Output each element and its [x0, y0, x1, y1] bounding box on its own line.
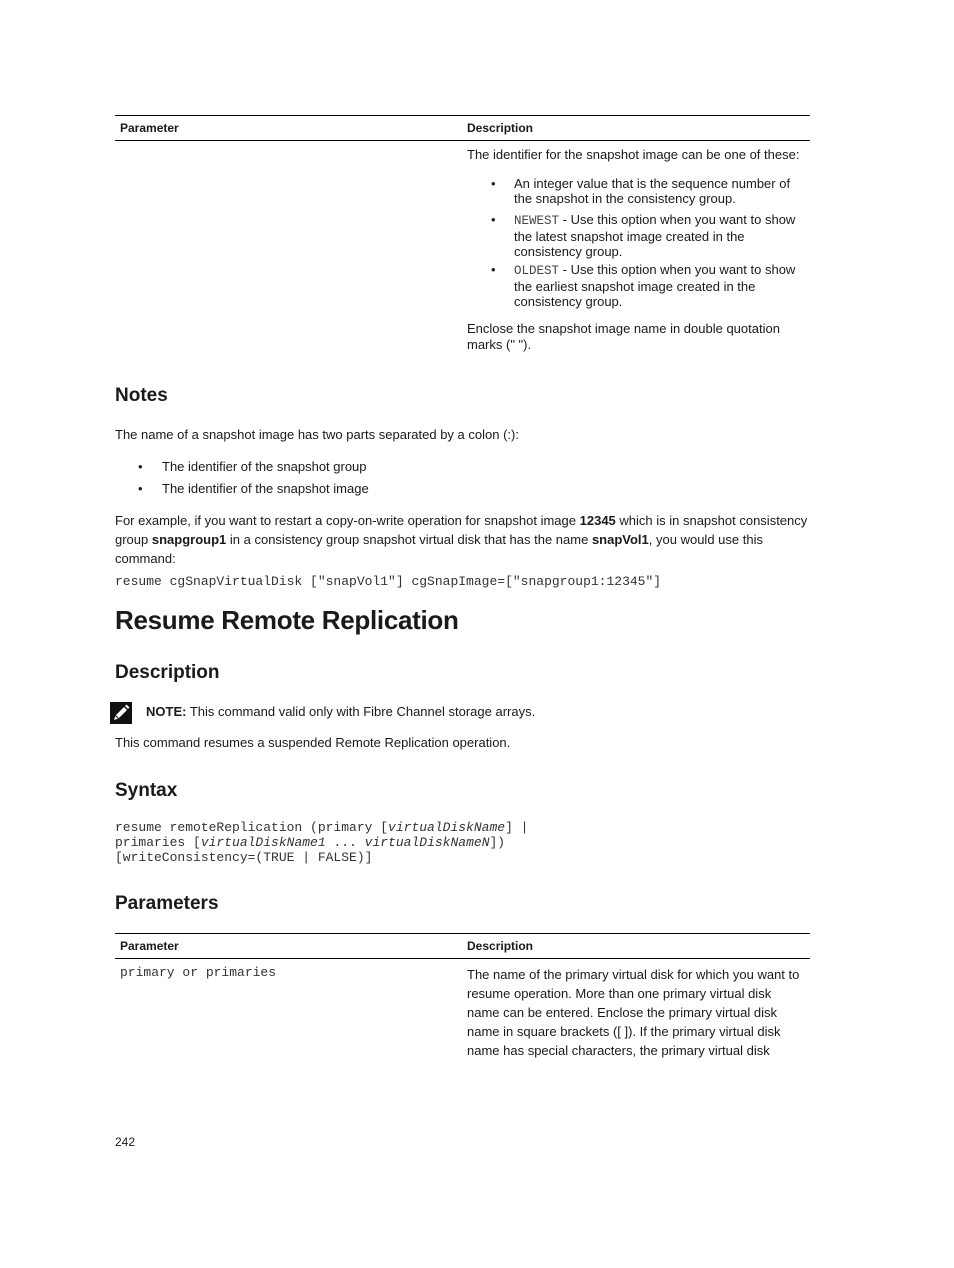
- syntax-block: [115, 820, 528, 865]
- table1-header-description: Description: [467, 121, 534, 135]
- note-pencil-icon: [110, 702, 132, 724]
- description-heading: Description: [115, 662, 220, 683]
- snapshot-id: 12345: [579, 513, 616, 528]
- example-text: , you would use this command:: [115, 532, 763, 566]
- syntax-variable: virtualDiskNameN: [364, 835, 490, 850]
- example-text: which is in snapshot consistency group: [115, 513, 808, 547]
- disk-name: snapVol1: [591, 532, 649, 547]
- table1-enclose-note: Enclose the snapshot image name in double quotation marks (" ").: [467, 321, 780, 352]
- group-name: snapgroup1: [151, 532, 227, 547]
- syntax-text: ...: [325, 835, 365, 850]
- table1-bullet-1: [514, 176, 809, 206]
- notes-heading: Notes: [115, 385, 168, 406]
- syntax-text: resume remoteReplication (primary [: [115, 820, 389, 835]
- bullet-marker: •: [491, 176, 496, 191]
- description-text: This command resumes a suspended Remote Replication operation.: [115, 735, 511, 750]
- table2-row-parameter: primary or primaries: [120, 965, 277, 980]
- syntax-text: [writeConsistency=(TRUE | FALSE)]: [115, 850, 373, 865]
- bullet-marker: •: [138, 459, 143, 474]
- table2-header-description: Description: [467, 939, 534, 953]
- section-title: Resume Remote Replication: [115, 605, 459, 635]
- syntax-text: ] |: [505, 820, 529, 835]
- bullet-marker: •: [491, 262, 496, 277]
- page-number: 242: [115, 1135, 136, 1149]
- notes-example: [115, 511, 815, 568]
- table2-header-parameter: Parameter: [120, 939, 179, 953]
- table2-top-rule: [115, 933, 810, 934]
- notes-bullet-2: The identifier of the snapshot image: [162, 481, 369, 496]
- description-line: name can be entered. Enclose the primary virtual disk: [467, 1005, 777, 1020]
- table1-header-parameter: Parameter: [120, 121, 179, 135]
- note-label: NOTE:: [146, 704, 187, 719]
- description-line: name in square brackets ([ ]). If the primary virtual disk: [467, 1024, 781, 1039]
- notes-command: resume cgSnapVirtualDisk ["snapVol1"] cgSnapImage=["snapgroup1:12345"]: [115, 574, 662, 589]
- note-text: This command valid only with Fibre Channel storage arrays.: [186, 704, 536, 719]
- bullet-text: An integer value that is the sequence number of the snapshot in the consistency group.: [514, 176, 791, 206]
- table1-bullet-3: [514, 262, 809, 309]
- notes-bullet-1: The identifier of the snapshot group: [162, 459, 367, 474]
- bullet-text: - Use this option when you want to show the latest snapshot image created in the consistency group.: [514, 212, 796, 259]
- description-line: name has special characters, the primary virtual disk: [467, 1043, 770, 1058]
- table1-intro: The identifier for the snapshot image can be one of these:: [467, 147, 800, 162]
- note-line: [146, 704, 535, 719]
- example-text: For example, if you want to restart a copy-on-write operation for snapshot image: [115, 513, 580, 528]
- syntax-heading: Syntax: [115, 780, 178, 801]
- syntax-text: primaries [: [115, 835, 201, 850]
- table2-row-description: [467, 965, 812, 1060]
- syntax-variable: virtualDiskName: [388, 820, 506, 835]
- description-line: The name of the primary virtual disk for which you want to: [467, 967, 800, 982]
- example-text: in a consistency group snapshot virtual disk that has the name: [226, 532, 592, 547]
- table1-header-rule: [115, 140, 810, 141]
- bullet-text: - Use this option when you want to show the earliest snapshot image created in the consistency group.: [514, 262, 796, 309]
- parameters-heading: Parameters: [115, 893, 219, 914]
- table2-header-rule: [115, 958, 810, 959]
- notes-intro: The name of a snapshot image has two parts separated by a colon (:):: [115, 427, 519, 442]
- oldest-keyword: OLDEST: [514, 264, 560, 278]
- syntax-text: ]): [489, 835, 506, 850]
- bullet-marker: •: [491, 212, 496, 227]
- syntax-variable: virtualDiskName1: [200, 835, 326, 850]
- bullet-marker: •: [138, 481, 143, 496]
- newest-keyword: NEWEST: [514, 214, 560, 228]
- table1-top-rule: [115, 115, 810, 116]
- table1-bullet-2: [514, 212, 809, 259]
- description-line: resume operation. More than one primary virtual disk: [467, 986, 772, 1001]
